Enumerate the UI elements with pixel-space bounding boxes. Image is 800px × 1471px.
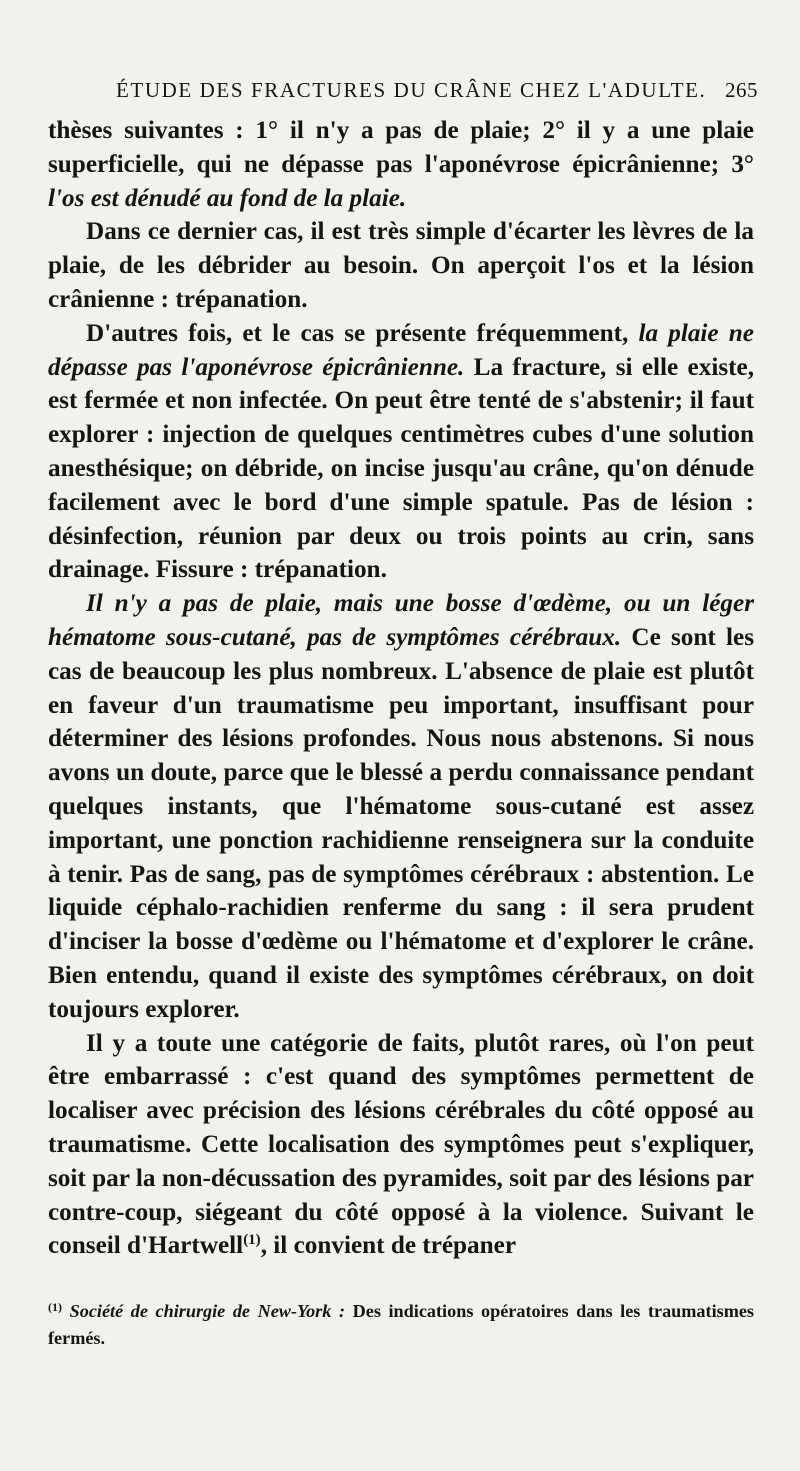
paragraph [48,317,754,587]
text-run: Il y a toute une catégorie de faits, plutôt rares, où l'on peut être embarrassé : c'est quand des symptômes permettent de localiser avec précision des lésions cérébrales du côté opposé au traumatisme. Cette localisation des symptômes peut s'expliquer, soit par la non-décussation des pyramides, soit par des lésions par contre-coup, siégeant du côté opposé à la violence. Suivant le conseil d'Hartwell [48,1029,754,1260]
paragraph [48,587,754,1026]
text-run: D'autres fois, et le cas se présente fréquemment, [86,319,639,347]
text-run: thèses suivantes : 1° il n'y a pas de plaie; 2° il y a une plaie superficielle, qui ne dépasse pas l'aponévrose épicrânienne; 3° [48,117,754,178]
paragraph [48,114,754,215]
footnote-source: Société de chirurgie de New-York : [69,1301,346,1321]
page-number: 265 [725,78,758,102]
paragraph [48,215,754,316]
footnote-reference: (1) [243,1232,261,1249]
footnote-marker: (1) [48,1300,62,1314]
paragraph [48,1027,754,1264]
footnote [48,1298,754,1352]
text-run: Dans ce dernier cas, il est très simple d'écarter les lèvres de la plaie, de les débrider au besoin. On aperçoit l'os et la lésion crânienne : trépanation. [48,218,754,313]
page-header [0,72,800,112]
italic-text: Il n'y a pas de plaie, mais une bosse d'œdème, ou un léger hématome sous-cutané, pas de symptômes cérébraux. [48,590,754,651]
text-run: La fracture, si elle existe, est fermée et non infectée. On peut être tenté de s'abstenir; il faut explorer : injection de quelques centimètres cubes d'une solution anesthésique; on débride, on incise jusqu'au crâne, qu'on dénude facilement avec le bord d'une simple spatule. Pas de lésion : désinfection, réunion par deux ou trois points au crin, sans drainage. Fissure : trépanation. [48,353,754,584]
italic-text: la plaie ne dépasse pas l'aponévrose épicrânienne. [48,319,754,381]
text-run: Ce sont les cas de beaucoup les plus nombreux. L'absence de plaie est plutôt en faveur d'un traumatisme peu important, insuffisant pour déterminer des lésions profondes. Nous nous abstenons. Si nous avons un doute, parce que le blessé a perdu connaissance pendant quelques instants, que l'hématome sous-cutané est assez important, une ponction rachidienne renseignera sur la conduite à tenir. Pas de sang, pas de symptômes cérébraux : abstention. Le liquide céphalo-rachidien renferme du sang : il sera prudent d'inciser la bosse d'œdème ou l'hématome et d'explorer le crâne. Bien entendu, quand il existe des symptômes cérébraux, on doit toujours explorer. [48,623,755,1023]
body-text [48,114,754,1263]
running-title: ÉTUDE DES FRACTURES DU CRÂNE CHEZ L'ADULTE. [116,78,707,102]
italic-text: l'os est dénudé au fond de la plaie. [48,184,407,212]
footnote-text: Des indications opératoires dans les traumatismes fermés. [48,1301,755,1348]
text-run: , il convient de trépaner [260,1232,517,1260]
